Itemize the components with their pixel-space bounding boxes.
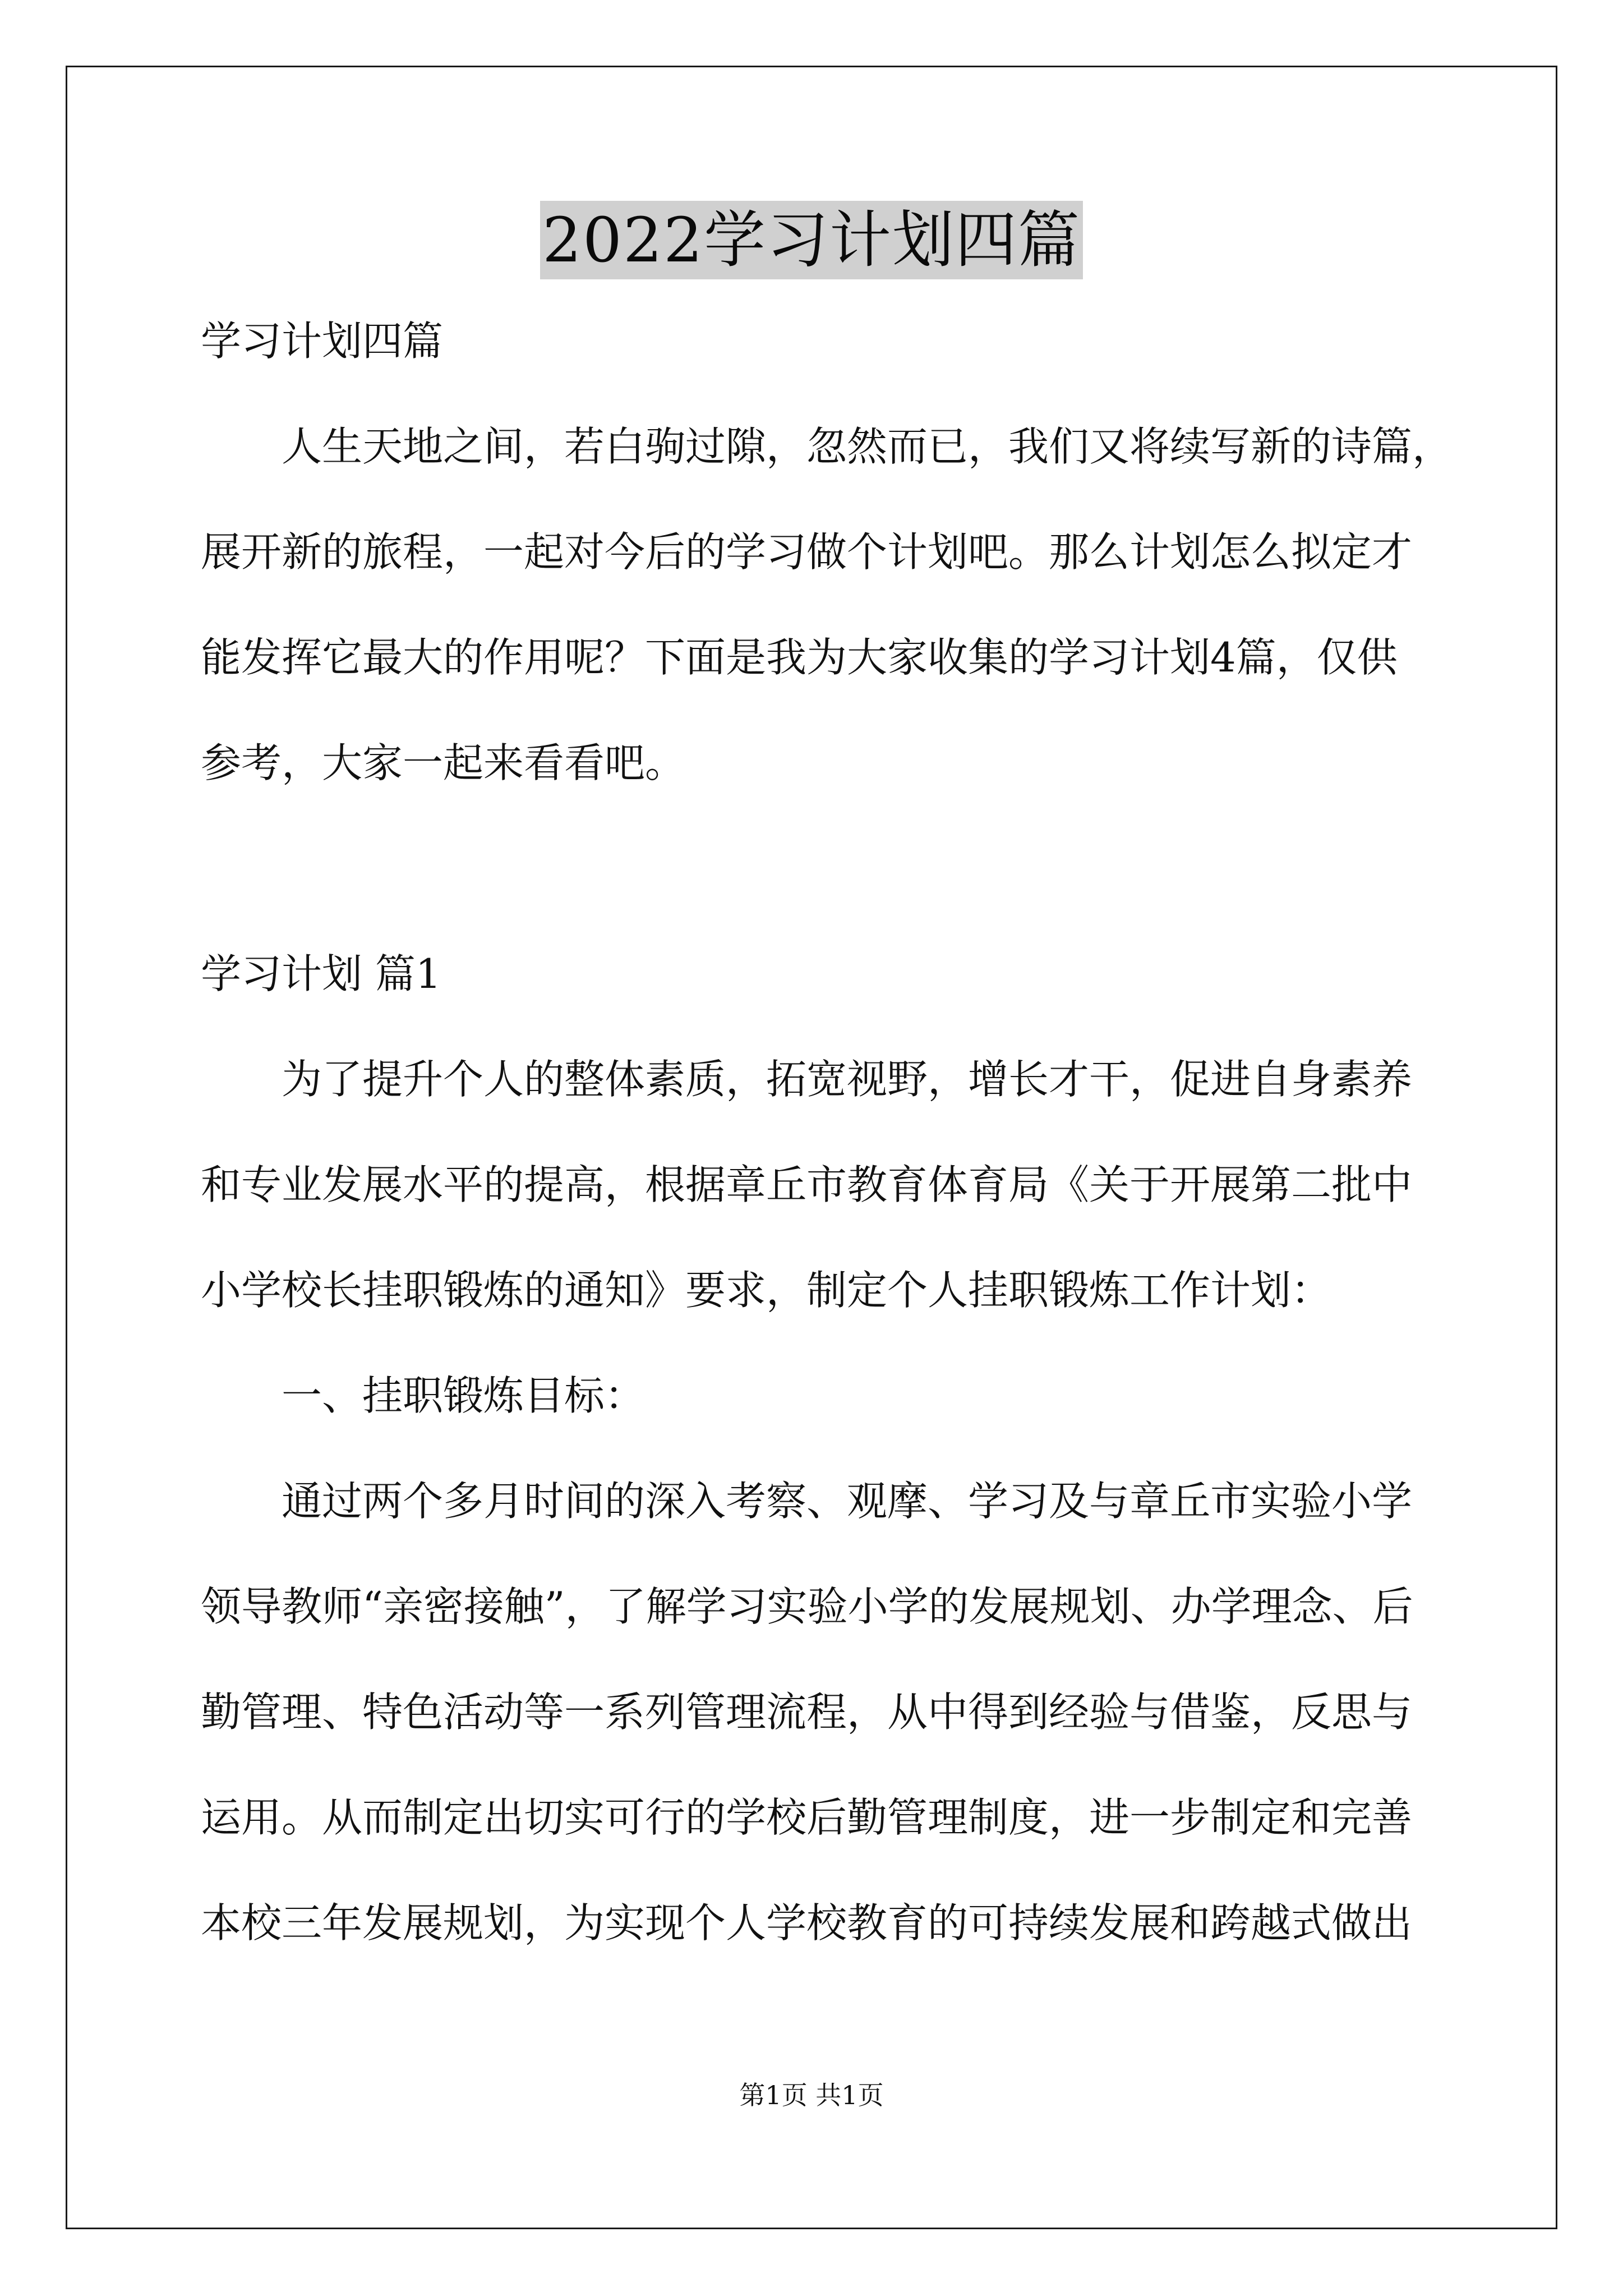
- section-heading: 学习计划 篇1: [201, 950, 441, 997]
- section-para-line: 小学校长挂职锻炼的通知》要求，制定个人挂职锻炼工作计划：: [201, 1267, 1332, 1314]
- document-subtitle: 学习计划四篇: [201, 318, 444, 365]
- intro-line: 展开新的旅程，一起对今后的学习做个计划吧。那么计划怎么拟定才: [201, 528, 1413, 576]
- title-container: [0, 201, 1623, 279]
- section-para-line: 勤管理、特色活动等一系列管理流程，从中得到经验与借鉴，反思与: [201, 1688, 1413, 1736]
- intro-line: 能发挥它最大的作用呢？下面是我为大家收集的学习计划4篇，仅供: [201, 634, 1398, 681]
- section-para-line: 运用。从而制定出切实可行的学校后勤管理制度，进一步制定和完善: [201, 1794, 1413, 1841]
- intro-line: 人生天地之间，若白驹过隙，忽然而已，我们又将续写新的诗篇，: [282, 423, 1453, 470]
- document-title: 2022学习计划四篇: [540, 201, 1083, 279]
- section-para-line: 本校三年发展规划，为实现个人学校教育的可持续发展和跨越式做出: [201, 1899, 1413, 1947]
- intro-line: 参考，大家一起来看看吧。: [201, 739, 686, 786]
- section-para-line: 为了提升个人的整体素质，拓宽视野，增长才干，促进自身素养: [282, 1056, 1413, 1103]
- section-para-line: 通过两个多月时间的深入考察、观摩、学习及与章丘市实验小学: [282, 1478, 1413, 1525]
- subheading: 一、挂职锻炼目标：: [282, 1372, 645, 1419]
- document-body: [201, 314, 1453, 1950]
- section-para-line: 和专业发展水平的提高，根据章丘市教育体育局《关于开展第二批中: [201, 1161, 1413, 1208]
- section-para-line: 领导教师“亲密接触”，了解学习实验小学的发展规划、办学理念、后: [201, 1583, 1413, 1630]
- page-footer: 第1页 共1页: [739, 2080, 884, 2110]
